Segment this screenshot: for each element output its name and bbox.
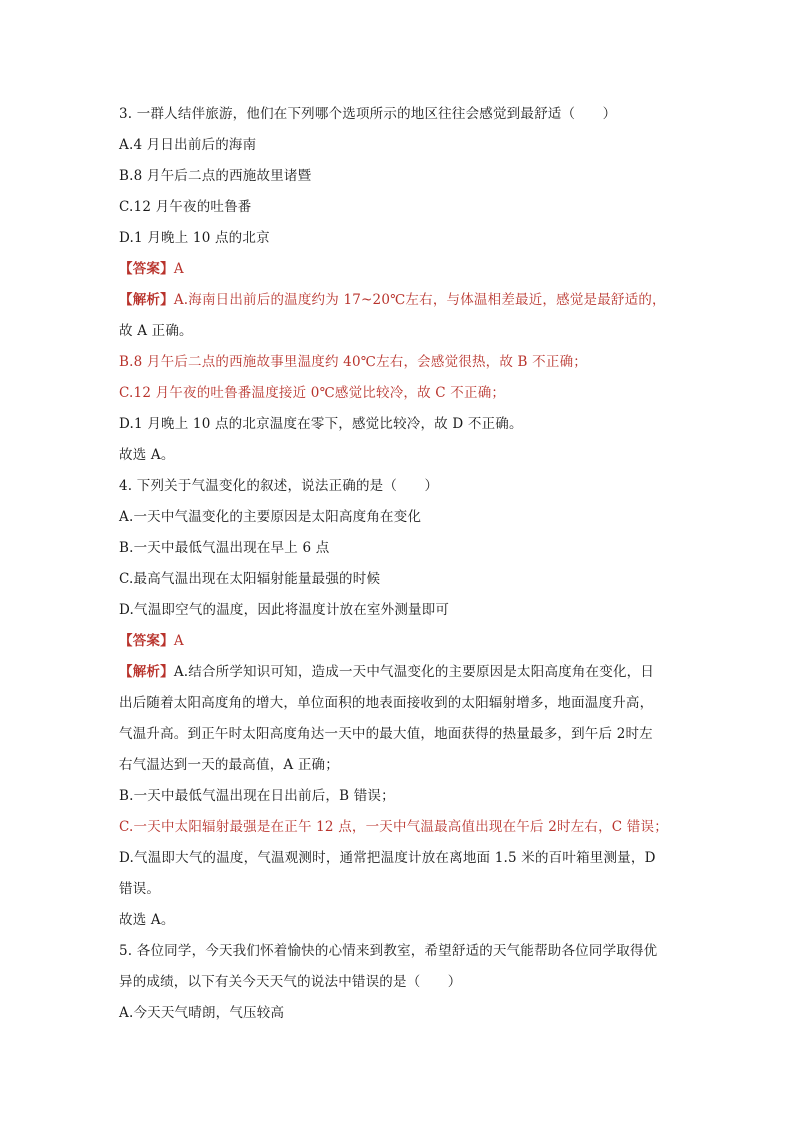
analysis-line: B.8 月午后二点的西施故事里温度约 40℃左右，会感觉很热，故 B 不正确；: [119, 354, 587, 370]
answer-label: 【答案】: [119, 261, 174, 277]
question-3: [119, 99, 679, 471]
answer-line: [119, 254, 679, 285]
option-a: A.4 月日出前后的海南: [119, 137, 257, 153]
analysis-line: D.气温即大气的温度，气温观测时，通常把温度计放在离地面 1.5 米的百叶箱里测量，D: [119, 850, 656, 866]
answer-value: A: [173, 633, 184, 649]
option-d: D.1 月晚上 10 点的北京: [119, 230, 270, 246]
analysis-line: B.一天中最低气温出现在日出前后，B 错误；: [119, 788, 395, 804]
answer-line: [119, 626, 679, 657]
page-content: [119, 99, 679, 1029]
analysis-label: 【解析】: [119, 292, 174, 308]
analysis-line: C.12 月午夜的吐鲁番温度接近 0℃感觉比较冷，故 C 不正确；: [119, 385, 506, 401]
analysis-label: 【解析】: [119, 664, 174, 680]
analysis-line: [119, 657, 679, 688]
analysis-line: 故 A 正确。: [119, 323, 193, 339]
option-a: A.一天中气温变化的主要原因是太阳高度角在变化: [119, 509, 422, 525]
question-4: [119, 471, 679, 936]
analysis-line: 出后随着太阳高度角的增大，单位面积的地表面接收到的太阳辐射增多，地面温度升高，: [119, 695, 654, 711]
option-d: D.气温即空气的温度，因此将温度计放在室外测量即可: [119, 602, 450, 618]
option-b: B.一天中最低气温出现在早上 6 点: [119, 540, 330, 556]
answer-label: 【答案】: [119, 633, 174, 649]
option-c: C.最高气温出现在太阳辐射能量最强的时候: [119, 571, 381, 587]
answer-value: A: [173, 261, 184, 277]
option-c: C.12 月午夜的吐鲁番: [119, 199, 252, 215]
analysis-line: 气温升高。到正午时太阳高度角达一天中的最大值，地面获得的热量最多，到午后 2时左: [119, 726, 653, 742]
option-b: B.8 月午后二点的西施故里诸暨: [119, 168, 312, 184]
conclusion-line: 故选 A。: [119, 912, 175, 928]
analysis-line: [119, 285, 679, 316]
analysis-text: A.结合所学知识可知，造成一天中气温变化的主要原因是太阳高度角在变化，日: [173, 664, 655, 680]
conclusion-line: 故选 A。: [119, 447, 175, 463]
question-stem: 4. 下列关于气温变化的叙述，说法正确的是（ ）: [119, 478, 439, 494]
analysis-line: C.一天中太阳辐射最强是在正午 12 点，一天中气温最高值出现在午后 2时左右，C 错误；: [119, 819, 668, 835]
question-5: [119, 936, 679, 1029]
question-stem: 5. 各位同学，今天我们怀着愉快的心情来到教室，希望舒适的天气能帮助各位同学取得优: [119, 943, 658, 959]
option-a: A.今天天气晴朗，气压较高: [119, 1005, 285, 1021]
question-stem: 3. 一群人结伴旅游，他们在下列哪个选项所示的地区往往会感觉到最舒适（ ）: [119, 106, 617, 122]
analysis-line: 错误。: [119, 881, 161, 897]
analysis-text: A.海南日出前后的温度约为 17~20℃左右，与体温相差最近，感觉是最舒适的，: [173, 292, 666, 308]
analysis-line: 右气温达到一天的最高值，A 正确；: [119, 757, 339, 773]
analysis-line: D.1 月晚上 10 点的北京温度在零下，感觉比较冷，故 D 不正确。: [119, 416, 523, 432]
question-stem: 异的成绩，以下有关今天天气的说法中错误的是（ ）: [119, 974, 462, 990]
